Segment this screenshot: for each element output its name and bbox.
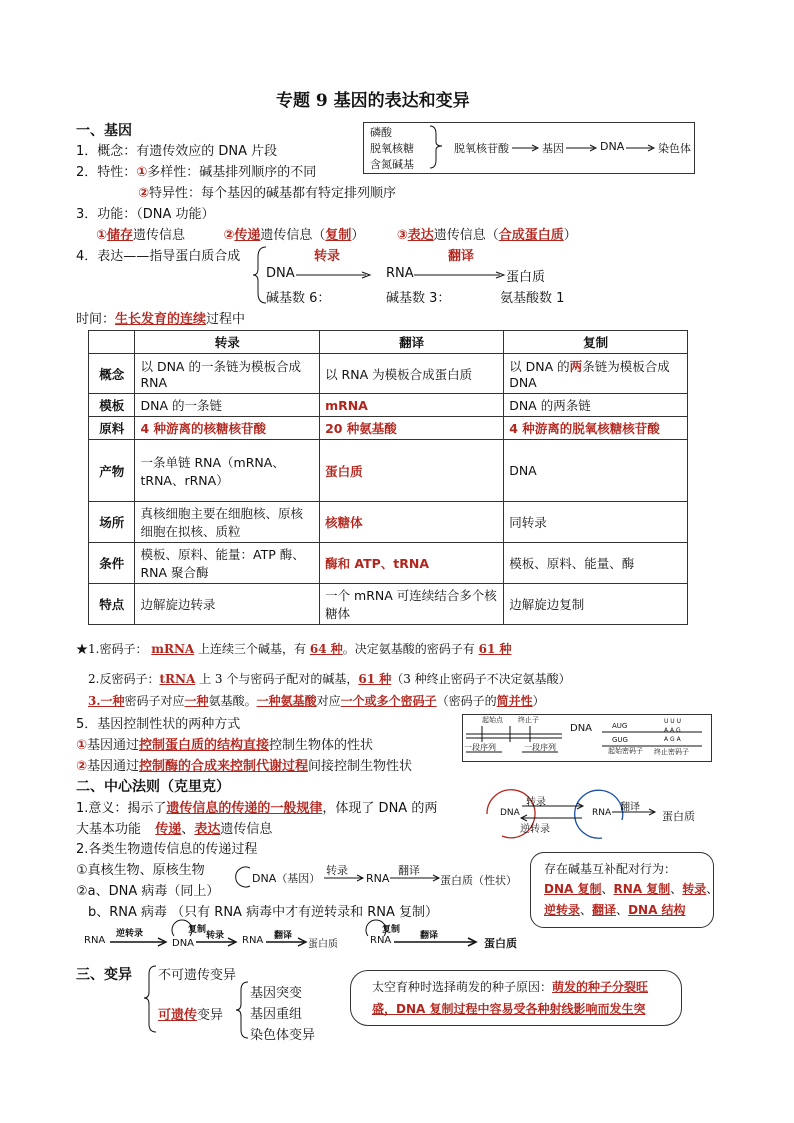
func3-hl: 合成蛋白质 xyxy=(498,228,564,243)
pairing-sep1: 、 xyxy=(601,882,614,896)
table-cell: 模板、原料、能量、酶 xyxy=(504,543,688,584)
express-rna: RNA xyxy=(386,266,414,281)
space-l1-a: 太空育种时选择萌发的种子原因： xyxy=(372,980,553,994)
meaning-a: 1.意义：揭示了 xyxy=(76,801,167,816)
codon-line3 xyxy=(88,692,545,709)
table-cell: DNA xyxy=(504,440,688,502)
bases-rna: 碱基数 3： xyxy=(386,291,451,306)
pairing-sep5: 、 xyxy=(616,903,629,917)
row-label: 条件 xyxy=(89,543,135,584)
row-label: 产物 xyxy=(89,440,135,502)
row-label: 场所 xyxy=(89,502,135,543)
virus-dna: DNA xyxy=(172,938,195,949)
gene-trait-line1 xyxy=(76,161,316,180)
codon-line2 xyxy=(88,670,571,687)
func1-num: ① xyxy=(96,228,108,243)
space-line2 xyxy=(372,1000,645,1017)
codon-l2-d: （3 种终止密码子不决定氨基酸） xyxy=(391,672,571,686)
gene-fig-stop-c: A G A xyxy=(664,736,681,743)
table-header-translation: 翻译 xyxy=(320,331,504,354)
virus-rna-1: RNA xyxy=(84,935,106,946)
virus-protein-1: 蛋白质 xyxy=(308,939,338,950)
codon-l2-c: 61 种 xyxy=(358,672,392,686)
gc1-a: 基因通过 xyxy=(87,738,140,753)
structure-chain-gene: 基因 xyxy=(542,142,564,155)
func2-end: ） xyxy=(351,228,365,243)
row-label: 模板 xyxy=(89,394,135,417)
table-cell-hl: 两 xyxy=(569,359,583,374)
table-cell: 4 种游离的核糖核苷酸 xyxy=(135,417,320,440)
express-dna: DNA xyxy=(266,266,295,281)
table-header-empty xyxy=(89,331,135,354)
space-l1-b: 萌发的种子分裂旺 xyxy=(552,980,649,994)
table-row xyxy=(89,354,688,394)
trait1-text: 多样性：碱基排列顺序的不同 xyxy=(147,165,317,180)
codon-l3-i: 简并性 xyxy=(496,694,533,708)
flow-dna-gene: DNA（基因） xyxy=(252,872,321,885)
dogma-protein: 蛋白质 xyxy=(662,810,695,823)
structure-brace xyxy=(428,124,448,170)
table-cell: DNA 的两条链 xyxy=(504,394,688,417)
heritable-b: 变异 xyxy=(197,1008,224,1023)
codon-l3-h: （密码子的 xyxy=(436,694,497,708)
func2-verb: 传递 xyxy=(234,228,261,243)
pairing-line2 xyxy=(544,901,686,918)
gene-control-line2 xyxy=(76,755,412,774)
gc1-b: 控制蛋白质的结构直接 xyxy=(139,738,270,753)
variation-gene-recombination: 基因重组 xyxy=(250,1007,303,1022)
gene-function-title: 3．功能：（DNA 功能） xyxy=(76,207,215,222)
codon-line1 xyxy=(76,640,511,657)
codon-l3-f: 对应 xyxy=(316,694,341,708)
label-transcription: 转录 xyxy=(314,249,341,264)
meaning-b: 遗传信息的传递的一般规律 xyxy=(166,801,323,816)
gene-control-title: 5．基因控制性状的两种方式 xyxy=(76,717,241,732)
table-header-row xyxy=(89,331,688,354)
func2-num: ② xyxy=(223,228,235,243)
pairing-trans: 转录 xyxy=(682,882,707,896)
row-label: 概念 xyxy=(89,354,135,394)
gene-fig-start-codon: 起始密码子 xyxy=(608,747,643,755)
func3-verb: 表达 xyxy=(407,228,434,243)
func1-rest: 遗传信息 xyxy=(133,228,186,243)
gene-fig-dna: DNA xyxy=(570,723,593,734)
gene-fig-stop-b: A A G xyxy=(664,727,681,734)
codon-l3-b: 密码子对应 xyxy=(124,694,185,708)
virus-translation-1: 翻译 xyxy=(274,931,293,941)
space-l2: 盛，DNA 复制过程中容易受各种射线影响而发生突 xyxy=(372,1002,646,1016)
trait-prefix: 2．特性： xyxy=(76,165,137,180)
virus-replication-1: 复制 xyxy=(188,925,207,935)
table-cell: 一个 mRNA 可连续结合多个核糖体 xyxy=(320,584,504,625)
table-cell: 一条单链 RNA（mRNA、tRNA、rRNA） xyxy=(135,440,320,502)
gc2-num: ② xyxy=(76,759,88,774)
table-row xyxy=(89,417,688,440)
func3-rest: 遗传信息（ xyxy=(433,228,499,243)
func3-end: ） xyxy=(563,228,577,243)
flow-organisms: ①真核生物、原核生物 xyxy=(76,863,205,878)
table-header-transcription: 转录 xyxy=(135,331,320,354)
codon-l1-d: 。决定氨基酸的密码子有 xyxy=(342,642,479,656)
amino-count: 氨基酸数 1 xyxy=(500,291,565,306)
gc2-c: 间接控制生物性状 xyxy=(308,759,413,774)
nonheritable-variation: 不可遗传变异 xyxy=(158,968,237,983)
func2-rest: 遗传信息（ xyxy=(260,228,326,243)
virus-rna-2: RNA xyxy=(242,935,264,946)
dogma-dna: DNA xyxy=(500,808,520,818)
pairing-dna-rep: DNA 复制 xyxy=(544,882,602,896)
table-cell: 酶和 ATP、tRNA xyxy=(320,543,504,584)
table-cell: mRNA xyxy=(320,394,504,417)
table-cell: 真核细胞主要在细胞核、原核细胞在拟核、质粒 xyxy=(135,502,320,543)
gc2-b: 控制酶的合成来控制代谢过程 xyxy=(139,759,309,774)
dogma-rna: RNA xyxy=(592,808,612,818)
codon-l1-c: 64 种 xyxy=(309,642,343,656)
flow-translation: 翻译 xyxy=(398,864,420,877)
codon-l3-g: 一个或多个密码子 xyxy=(340,694,437,708)
gc1-num: ① xyxy=(76,738,88,753)
space-line1 xyxy=(372,978,648,995)
trait1-num: ① xyxy=(136,165,148,180)
meaning-h: 遗传信息 xyxy=(220,822,273,837)
codon-l1-a: mRNA xyxy=(151,642,195,656)
codon-l2-a: tRNA xyxy=(159,672,196,686)
structure-chain-nucleotide: 脱氧核苷酸 xyxy=(454,142,509,155)
dogma-translation: 翻译 xyxy=(620,802,640,813)
section-heading-gene: 一、基因 xyxy=(76,123,132,139)
gene-fig-gug: GUG xyxy=(612,736,628,744)
table-row xyxy=(89,440,688,502)
gene-concept: 1．概念：有遗传效应的 DNA 片段 xyxy=(76,144,278,159)
time-hl: 生长发育的连续 xyxy=(115,312,207,327)
flow-protein: 蛋白质（性状） xyxy=(440,874,517,887)
pairing-sep4: 、 xyxy=(580,903,593,917)
variation-chromosome: 染色体变异 xyxy=(250,1028,316,1043)
arrow-dna-rna xyxy=(296,270,376,280)
meaning-d: 大基本功能 xyxy=(76,822,142,837)
table-row xyxy=(89,394,688,417)
time-prefix: 时间： xyxy=(76,312,116,327)
table-cell: 4 种游离的脱氧核糖核苷酸 xyxy=(504,417,688,440)
section-heading-central-dogma: 二、中心法则（克里克） xyxy=(76,779,230,795)
pairing-line1 xyxy=(544,880,718,897)
gene-fig-stop-a: U U U xyxy=(664,718,681,725)
structure-chain-chromosome: 染色体 xyxy=(658,142,691,155)
gc1-c: 控制生物体的性状 xyxy=(269,738,374,753)
row-label: 特点 xyxy=(89,584,135,625)
gene-function-list xyxy=(96,224,577,243)
time-suffix: 过程中 xyxy=(206,312,246,327)
structure-arrow-3 xyxy=(626,144,656,152)
page-title: 专题 9 基因的表达和变异 xyxy=(276,91,470,111)
virus-rna-3: RNA xyxy=(370,935,392,946)
codon-l3-a: 3.一种 xyxy=(88,694,125,708)
gene-fig-seq1: 一段序列 xyxy=(464,743,496,752)
structure-item-sugar: 脱氧核糖 xyxy=(370,142,414,155)
codon-l3-e: 一种氨基酸 xyxy=(256,694,317,708)
gene-trait-line2 xyxy=(138,182,396,201)
time-line xyxy=(76,308,245,327)
structure-arrow-1 xyxy=(512,144,540,152)
virus-transcription: 转录 xyxy=(206,931,225,941)
section-heading-variation: 三、变异 xyxy=(76,967,132,983)
table-cell: 20 种氨基酸 xyxy=(320,417,504,440)
pairing-sep2: 、 xyxy=(670,882,683,896)
dogma-reverse: 逆转录 xyxy=(520,824,550,835)
meaning-e: 传递 xyxy=(155,822,182,837)
flow-transcription: 转录 xyxy=(326,864,348,877)
table-cell: 以 DNA 的一条链为模板合成 RNA xyxy=(135,354,320,394)
meaning-c: ，体现了 DNA 的两 xyxy=(322,801,438,816)
gene-fig-seq2: 一段序列 xyxy=(524,743,556,752)
codon-l1-e: 61 种 xyxy=(478,642,512,656)
table-cell: 以 DNA 的两条链为模板合成 DNA xyxy=(504,354,688,394)
flow-rna-virus: b、RNA 病毒 （只有 RNA 病毒中才有逆转录和 RNA 复制） xyxy=(88,905,438,920)
virus-replication-2: 复制 xyxy=(382,925,401,935)
table-cell: 边解旋边转录 xyxy=(135,584,320,625)
dogma-meaning-line2 xyxy=(76,818,272,837)
bases-dna: 碱基数 6： xyxy=(266,291,331,306)
func1-verb: 储存 xyxy=(107,228,134,243)
pairing-rev: 逆转录 xyxy=(544,903,581,917)
table-cell: 以 RNA 为模板合成蛋白质 xyxy=(320,354,504,394)
meaning-g: 表达 xyxy=(194,822,221,837)
codon-l1-prefix: ★1.密码子： xyxy=(76,642,148,656)
table-row xyxy=(89,584,688,625)
trait2-text: 特异性：每个基因的碱基都有特定排列顺序 xyxy=(149,186,397,201)
func2-hl: 复制 xyxy=(325,228,352,243)
table-header-replication: 复制 xyxy=(504,331,688,354)
express-protein: 蛋白质 xyxy=(506,270,546,285)
table-cell: 模板、原料、能量：ATP 酶、RNA 聚合酶 xyxy=(135,543,320,584)
pairing-title: 存在碱基互补配对行为： xyxy=(544,862,677,876)
pairing-dna-structure: DNA 结构 xyxy=(628,903,686,917)
codon-l3-j: ） xyxy=(532,694,545,708)
variation-brace xyxy=(144,964,158,1034)
gene-fig-stop: 终止子 xyxy=(518,716,539,724)
virus-translation-2: 翻译 xyxy=(420,931,439,941)
structure-item-phosphate: 磷酸 xyxy=(370,126,392,139)
heritable-variation xyxy=(158,1004,223,1023)
table-cell: 核糖体 xyxy=(320,502,504,543)
table-cell: 边解旋边复制 xyxy=(504,584,688,625)
virus-protein-2: 蛋白质 xyxy=(484,937,517,950)
gene-control-line1 xyxy=(76,734,373,753)
dogma-meaning-line1 xyxy=(76,797,437,816)
table-cell: DNA 的一条链 xyxy=(135,394,320,417)
gene-fig-aug: AUG xyxy=(612,722,628,730)
flow-dna-virus: ②a、DNA 病毒（同上） xyxy=(76,884,220,899)
codon-l2-b: 上 3 个与密码子配对的碱基， xyxy=(195,672,359,686)
structure-arrow-2 xyxy=(566,144,598,152)
pairing-sep3: 、 xyxy=(706,882,719,896)
structure-chain-dna: DNA xyxy=(600,140,625,153)
gene-express-title: 4．表达——指导蛋白质合成 xyxy=(76,249,241,264)
flow-rna: RNA xyxy=(366,872,390,885)
codon-l2-prefix: 2.反密码子： xyxy=(88,672,160,686)
gene-fig-stop-codon: 终止密码子 xyxy=(654,748,689,756)
trait2-num: ② xyxy=(138,186,150,201)
codon-l3-c: 一种 xyxy=(184,694,209,708)
codon-l3-d: 氨基酸。 xyxy=(208,694,257,708)
comparison-table xyxy=(88,330,688,625)
pairing-transl: 翻译 xyxy=(592,903,617,917)
pairing-rna-rep: RNA 复制 xyxy=(613,882,671,896)
meaning-f: 、 xyxy=(181,822,195,837)
table-cell: 同转录 xyxy=(504,502,688,543)
codon-l1-b: 上连续三个碱基，有 xyxy=(194,642,310,656)
variation-gene-mutation: 基因突变 xyxy=(250,986,303,1001)
structure-item-base: 含氮碱基 xyxy=(370,158,414,171)
table-row xyxy=(89,502,688,543)
virus-reverse: 逆转录 xyxy=(116,929,144,939)
table-row xyxy=(89,543,688,584)
dogma-transcription: 转录 xyxy=(526,797,546,808)
heritable-a: 可遗传 xyxy=(158,1008,198,1023)
gc2-a: 基因通过 xyxy=(87,759,140,774)
func3-num: ③ xyxy=(396,228,408,243)
row-label: 原料 xyxy=(89,417,135,440)
gene-fig-start: 起始点 xyxy=(482,716,503,724)
flow-title: 2.各类生物遗传信息的传递过程 xyxy=(76,842,258,857)
heritable-brace xyxy=(236,980,250,1040)
table-cell: 蛋白质 xyxy=(320,440,504,502)
label-translation: 翻译 xyxy=(448,249,475,264)
arrow-rna-protein xyxy=(414,270,506,280)
